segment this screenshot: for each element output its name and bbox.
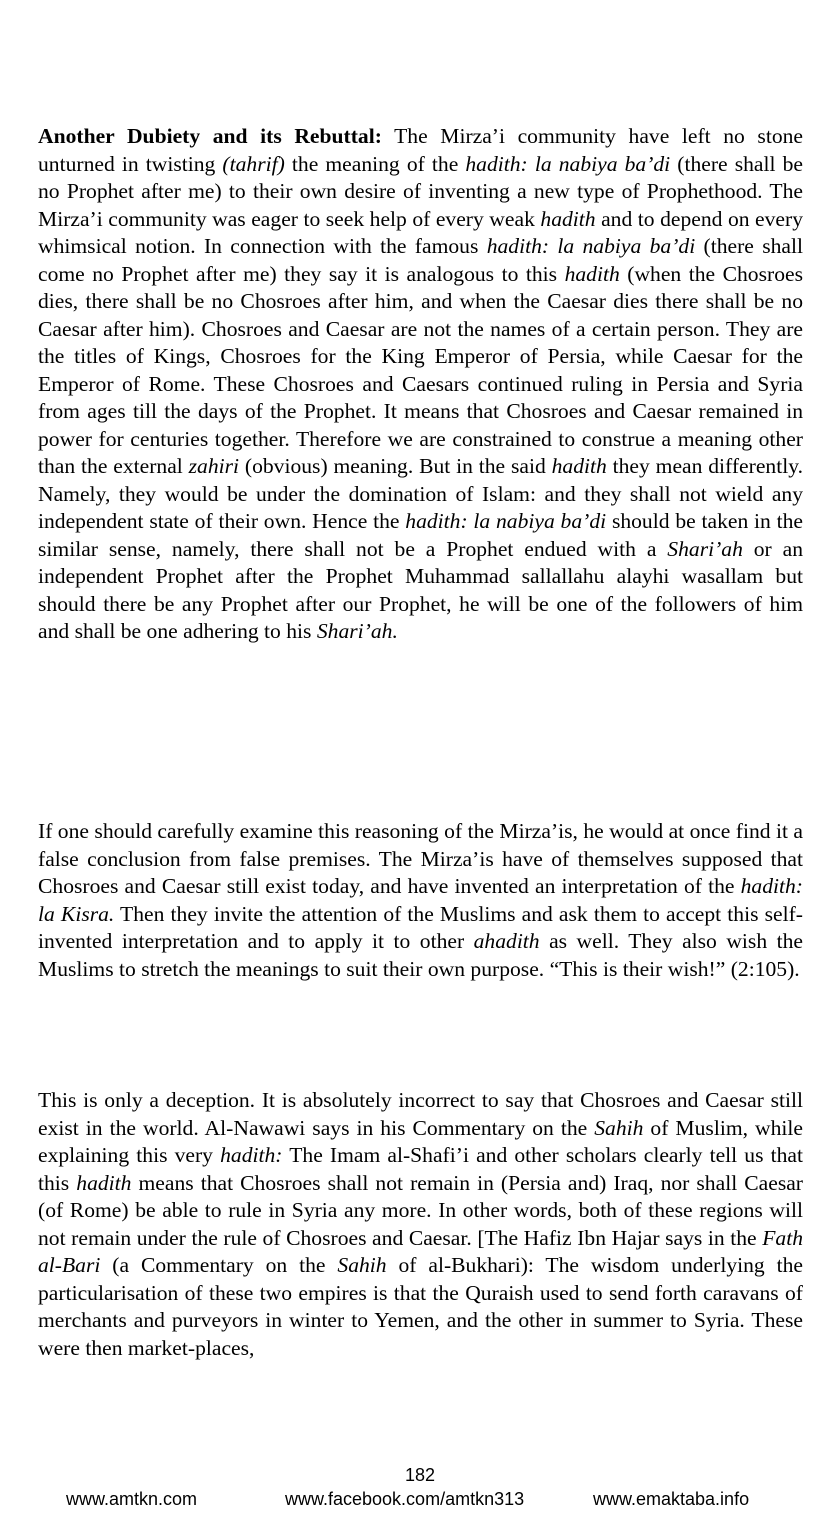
italic-term: hadith: la nabiya ba’di [465,151,671,176]
italic-term: hadith: la nabiya ba’di [405,509,607,533]
italic-term: hadith: [220,1143,283,1167]
text-run: (there shall come no Prophet after me) they say it is analogous to this [38,234,803,286]
text-run: and to depend on every whimsical notion. In connection with the famous [38,206,804,258]
italic-term: Shari’ah [667,536,743,561]
text-run: means that Chosroes shall not remain in (Persia and) Iraq, nor shall Caesar (of Rome) be able to rule in Syria any more. In other words, both of these regions will not remain under the rule of Chosroes and Caesar. [The Hafiz Ibn Hajar says in the [38,1170,803,1250]
text-run: or an independent Prophet after the Prophet Muhammad sallallahu alayhi wasallam but should there be any Prophet after our Prophet, he will be one of the followers of him and shall be one adhering to his [38,536,804,643]
footer-link-amtkn[interactable]: www.amtkn.com [66,1489,198,1509]
text-run: If one should carefully examine this reasoning of the Mirza’is, he would at once find it a false conclusion from false premises. The Mirza’is have of themselves supposed that Chosroes and Caesar still exist today, and have invented an interpretation of the [38,819,803,898]
text-run: (obvious) meaning. But in the said [239,454,552,478]
text-run: Then they invite the attention of the Muslims and ask them to accept this self-invented interpretation and to apply it to other [38,901,803,953]
text-run: the meaning of the [284,151,466,176]
italic-term: Sahih [594,1115,644,1140]
paragraph-1 [38,123,803,646]
text-run: as well. They also wish the Muslims to stretch the meanings to suit their own purpose. “This is their wish!” (2:105). [38,929,803,981]
italic-term: hadith [540,206,596,231]
italic-term: hadith [551,454,607,478]
paragraph-2 [38,818,803,983]
text-run: (when the Chosroes dies, there shall be no Chosroes after him, and when the Caesar dies there shall be no Caesar after him). Chosroes and Caesar are not the names of a certain person. They are the titles of Kings, Chosroes for the King Emperor of Persia, while Caesar for the Emperor of Rome. These Chosroes and Caesars continued ruling in Persia and Syria from ages till the days of the Prophet. It means that Chosroes and Caesar remained in power for centuries together. Therefore we are constrained to construe a meaning other than the external [38,261,803,478]
text-run: This is only a deception. It is absolutely incorrect to say that Chosroes and Caesar still exist in the world. Al-Nawawi says in his Commentary on the [38,1088,803,1140]
text-run: The Imam al-Shafi’i and other scholars clearly tell us that this [38,1143,803,1195]
italic-term: (tahrif) [222,151,285,176]
italic-term: Sahih [337,1253,387,1277]
italic-term: hadith [76,1170,132,1195]
section-heading: Another Dubiety and its Rebuttal: [38,124,382,148]
italic-term: Shari’ah. [316,619,398,643]
paragraph-3 [38,1087,803,1362]
italic-term: Fath al-Bari [38,1225,803,1277]
italic-term: hadith: la Kisra. [38,874,803,926]
paragraph-text [38,818,803,983]
paragraph-text [38,123,803,646]
italic-term: hadith: la nabiya ba’di [486,234,696,258]
footer-link-emaktaba[interactable]: www.emaktaba.info [593,1489,750,1509]
page-number: 182 [404,1465,436,1485]
text-run: they mean differently. Namely, they would be under the domination of Islam: and they shall not wield any independent state of their own. Hence the [38,454,803,533]
paragraph-text [38,1087,803,1362]
text-run: (a Commentary on the [100,1253,338,1277]
italic-term: hadith [564,261,620,286]
footer-link-facebook[interactable]: www.facebook.com/amtkn313 [285,1489,525,1509]
text-run: (there shall be no Prophet after me) to their own desire of inventing a new type of Prophethood. The Mirza’i community was eager to seek help of every weak [38,151,803,231]
text-run: of Muslim, while explaining this very [38,1115,803,1167]
text-run: The Mirza’i community have left no stone unturned in twisting [38,124,803,176]
text-run: of al-Bukhari): The wisdom underlying the particularisation of these two empires is that the Quraish used to send forth caravans of merchants and purveyors in winter to Yemen, and the other in summer to Syria. These were then market-places, [38,1253,803,1360]
italic-term: ahadith [473,929,540,953]
italic-term: zahiri [188,454,240,478]
text-run: should be taken in the similar sense, namely, there shall not be a Prophet endued with a [38,509,803,561]
